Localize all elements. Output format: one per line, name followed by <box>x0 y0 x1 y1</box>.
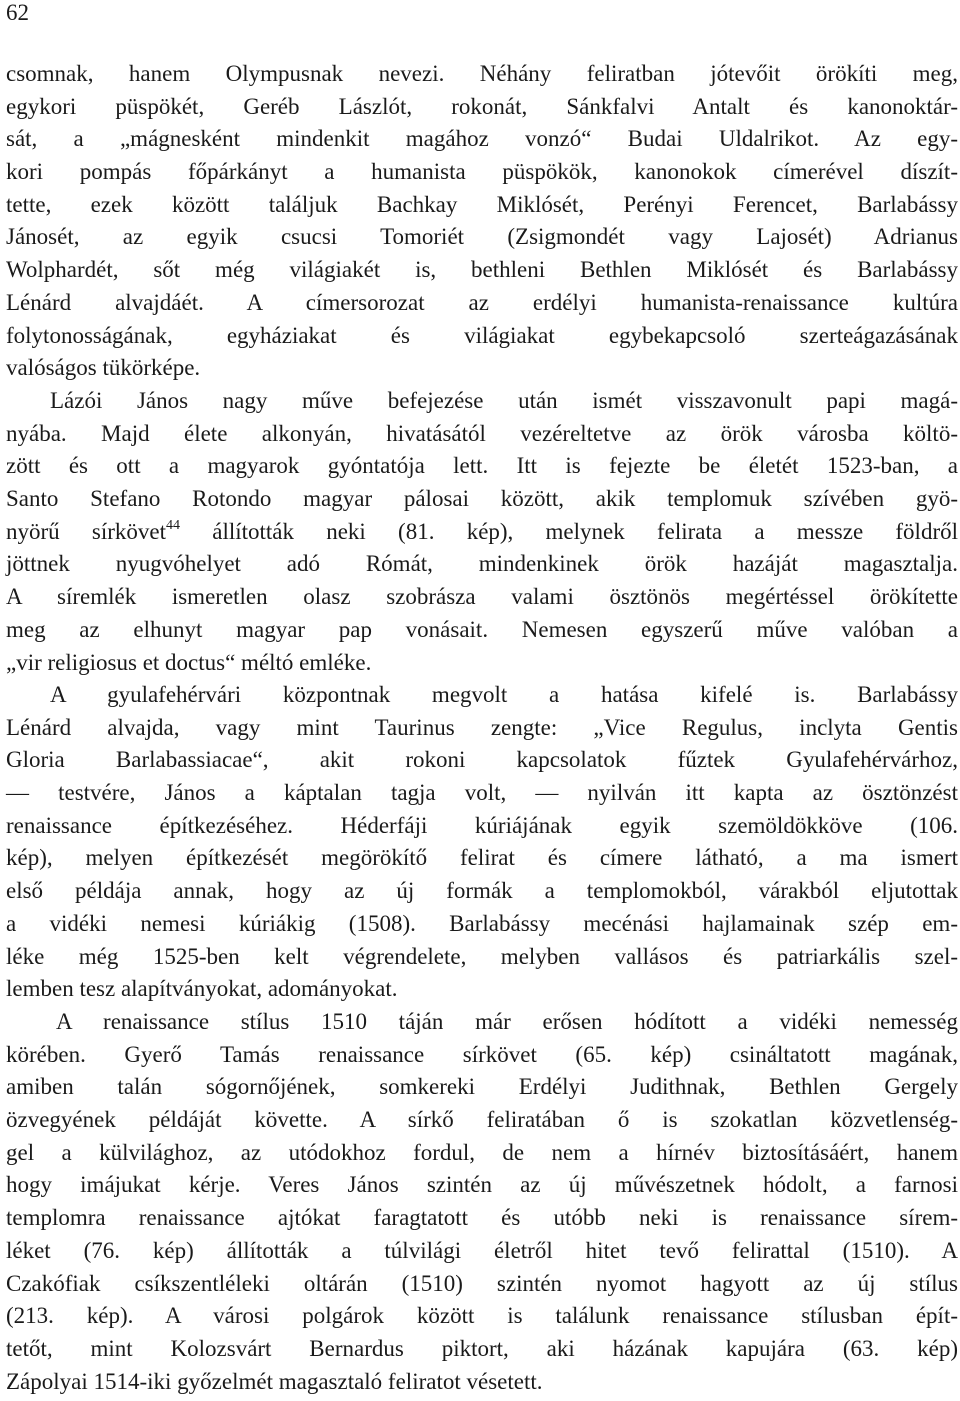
text-line: Lázói János nagy műve befejezése után ismét visszavonult papi magá- <box>50 388 958 413</box>
text-line: Czakófiak csíkszentléleki oltárán (1510) szintén nyomot hagyott az új stílus <box>6 1270 958 1296</box>
text-line: első példája annak, hogy az új formák a templomokból, várakból eljutottak <box>6 878 958 904</box>
text-line: Zápolyai 1514-iki győzelmét magasztaló feliratot vésetett. <box>6 1368 543 1394</box>
text-line: amiben talán sógornőjének, somkereki Erdélyi Judithnak, Bethlen Gergely <box>6 1074 958 1100</box>
text-line: zött és ott a magyarok gyóntatója lett. Itt is fejezte be életét 1523-ban, a <box>6 453 958 479</box>
text-line: (213. kép). A városi polgárok között is találunk renaissance stílusban épít- <box>6 1303 958 1329</box>
text-line: körében. Gyerő Tamás renaissance sírkövet (65. kép) csináltatott magának, <box>6 1041 958 1067</box>
text-line: Gloria Barlabassiacae“, akit rokoni kapcsolatok fűztek Gyulafehérvárhoz, <box>6 747 958 773</box>
text-line: jöttnek nyugvóhelyet adó Rómát, mindenkinek örök hazáját magasztalja. <box>6 551 958 577</box>
text-line: valóságos tükörképe. <box>6 355 201 381</box>
page-number: 62 <box>6 0 29 25</box>
footnote-line <box>6 516 958 549</box>
text-line: Santo Stefano Rotondo magyar pálosai között, akik templomuk szívében gyö- <box>6 486 958 512</box>
text-line: léket (76. kép) állították a túlvilági életről hitet tevő felirattal (1510). A <box>6 1237 958 1263</box>
footnote-line-before: nyörű sírkövet <box>6 518 166 544</box>
paragraph-4 <box>6 1006 958 1398</box>
text-line: renaissance építkezéséhez. Héderfáji kúriájának egyik szemöldökköve (106. <box>6 812 958 838</box>
text-line: a vidéki nemesi kúriákig (1508). Barlabássy mecénási hajlamainak szép em- <box>6 910 958 936</box>
footnote-reference: 44 <box>166 517 180 533</box>
text-line: A gyulafehérvári központnak megvolt a hatása kifelé is. Barlabássy <box>50 682 958 707</box>
text-line: gel a külvilághoz, az utódokhoz fordul, de nem a hírnév biztosításáért, hanem <box>6 1139 958 1165</box>
text-line: tette, ezek között találjuk Bachkay Miklósét, Perényi Ferencet, Barlabássy <box>6 191 958 217</box>
text-line: egykori püspökét, Geréb Lászlót, rokonát, Sánkfalvi Antalt és kanonoktár- <box>6 93 958 119</box>
text-line: lemben tesz alapítványokat, adományokat. <box>6 976 398 1002</box>
text-line: folytonosságának, egyháziakat és világiakat egybekapcsoló szerteágazásának <box>6 322 958 348</box>
text-line: A renaissance stílus 1510 táján már erősen hódított a vidéki nemesség <box>56 1009 958 1034</box>
text-line: — testvére, János a káptalan tagja volt, — nyilván itt kapta az ösztönzést <box>6 780 958 806</box>
text-line: tetőt, mint Kolozsvárt Bernardus piktort, aki házának kapujára (63. kép) <box>6 1335 958 1361</box>
text-line: Wolphardét, sőt még világiakét is, bethleni Bethlen Miklósét és Barlabássy <box>6 257 958 283</box>
text-line: Lénárd alvajdáét. A címersorozat az erdélyi humanista-renaissance kultúra <box>6 289 958 315</box>
text-line: templomra renaissance ajtókat faragtatott és utóbb neki is renaissance sírem- <box>6 1205 958 1231</box>
text-line: A síremlék ismeretlen olasz szobrásza valami ösztönös megértéssel örökítette <box>6 584 958 610</box>
paragraph-1 <box>6 58 958 385</box>
text-line: „vir religiosus et doctus“ méltó emléke. <box>6 649 372 675</box>
text-line: Lénárd alvajda, vagy mint Taurinus zengte: „Vice Regulus, inclyta Gentis <box>6 714 958 740</box>
text-line: kép), melyen építkezését megörökítő felirat és címere látható, a ma ismert <box>6 845 958 871</box>
text-line: hogy imájukat kérje. Veres János szintén az új művészetnek hódolt, a farnosi <box>6 1172 958 1198</box>
text-line: léke még 1525-ben kelt végrendelete, melyben vallásos és patriarkális szel- <box>6 943 958 969</box>
text-line: nyába. Majd élete alkonyán, hivatásától vezéreltetve az örök városba költö- <box>6 420 958 446</box>
text-line: kori pompás főpárkányt a humanista püspökök, kanonokok címerével díszít- <box>6 159 958 185</box>
footnote-line-after: állították neki (81. kép), melynek felirata a messze földről <box>180 518 959 544</box>
paragraph-2 <box>6 385 958 679</box>
paragraph-3 <box>6 679 958 1006</box>
text-line: csomnak, hanem Olympusnak nevezi. Néhány feliratban jótevőit örökíti meg, <box>6 61 958 86</box>
text-line: meg az elhunyt magyar pap vonásait. Nemesen egyszerű műve valóban a <box>6 616 958 642</box>
text-line: özvegyének példáját követte. A sírkő feliratában ő is szokatlan közvetlenség- <box>6 1107 958 1133</box>
text-line: Jánosét, az egyik csucsi Tomoriét (Zsigmondét vagy Lajosét) Adrianus <box>6 224 958 250</box>
text-line: sát, a „mágnesként mindenkit magához vonzó“ Budai Uldalrikot. Az egy- <box>6 126 958 152</box>
